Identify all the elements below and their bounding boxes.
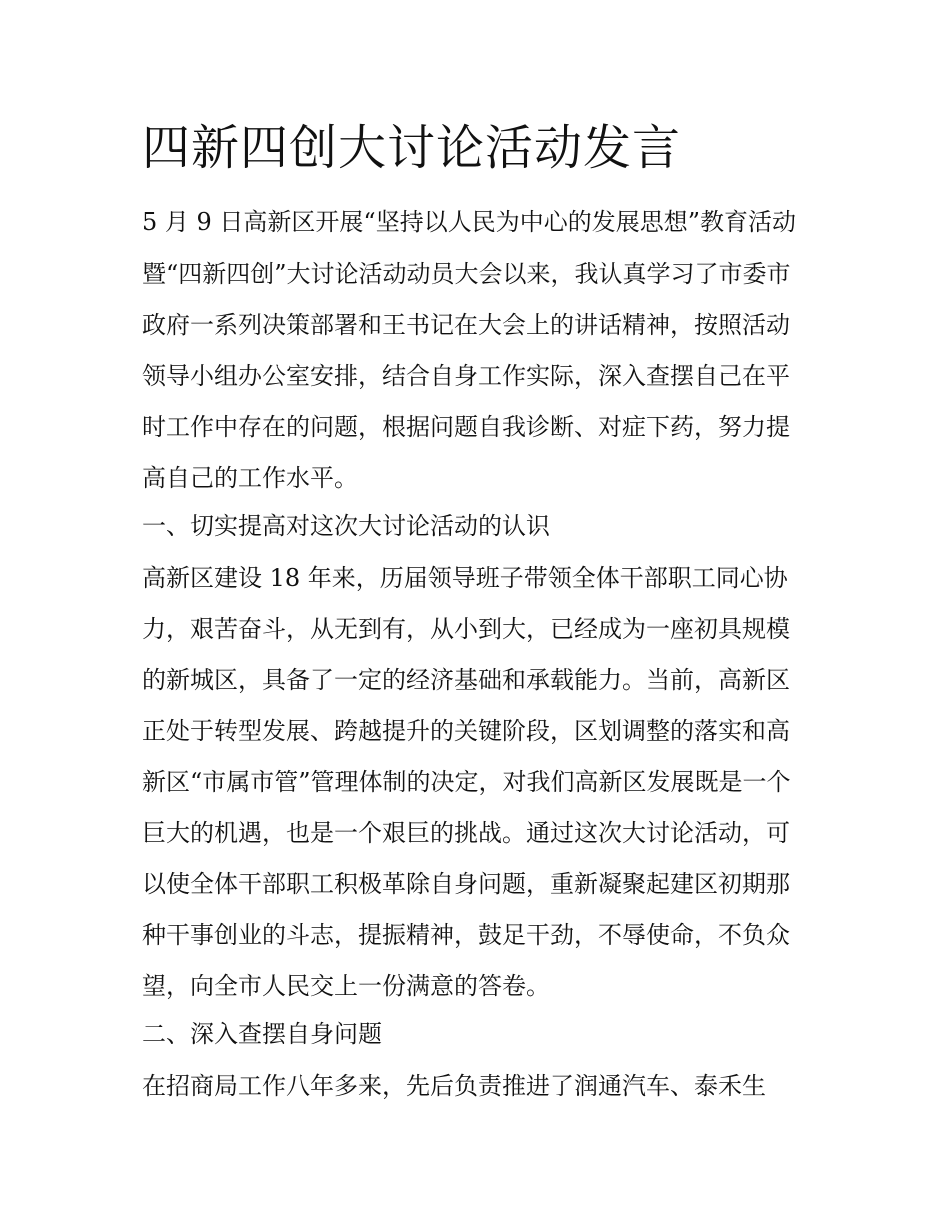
text-line: 5 月 9 日高新区开展“坚持以人民为中心的发展思想”教育活动: [142, 208, 796, 236]
section-heading: 二、深入查摆自身问题: [142, 1020, 382, 1048]
text-line: 在招商局工作八年多来，先后负责推进了润通汽车、泰禾生: [142, 1072, 766, 1100]
text-line: 政府一系列决策部署和王书记在大会上的讲话精神，按照活动: [142, 311, 790, 339]
text-line: 时工作中存在的问题，根据问题自我诊断、对症下药，努力提: [142, 413, 790, 441]
text-line: 种干事创业的斗志，提振精神，鼓足干劲，不辱使命，不负众: [142, 921, 790, 949]
text-line: 巨大的机遇，也是一个艰巨的挑战。通过这次大讨论活动，可: [142, 819, 790, 847]
document-title: 四新四创大讨论活动发言: [142, 120, 682, 176]
text-line: 领导小组办公室安排，结合自身工作实际，深入查摆自己在平: [142, 362, 790, 390]
section-heading: 一、切实提高对这次大讨论活动的认识: [142, 512, 550, 540]
text-line: 正处于转型发展、跨越提升的关键阶段，区划调整的落实和高: [142, 717, 790, 745]
text-line: 高新区建设 18 年来，历届领导班子带领全体干部职工同心协: [142, 564, 788, 592]
text-line: 望，向全市人民交上一份满意的答卷。: [142, 972, 550, 1000]
text-line: 以使全体干部职工积极革除自身问题，重新凝聚起建区初期那: [142, 870, 790, 898]
text-line: 新区“市属市管”管理体制的决定，对我们高新区发展既是一个: [142, 768, 791, 796]
text-line: 高自己的工作水平。: [142, 464, 358, 492]
text-line: 的新城区，具备了一定的经济基础和承载能力。当前，高新区: [142, 666, 790, 694]
text-line: 力，艰苦奋斗，从无到有，从小到大，已经成为一座初具规模: [142, 615, 790, 643]
text-line: 暨“四新四创”大讨论活动动员大会以来，我认真学习了市委市: [142, 260, 791, 288]
